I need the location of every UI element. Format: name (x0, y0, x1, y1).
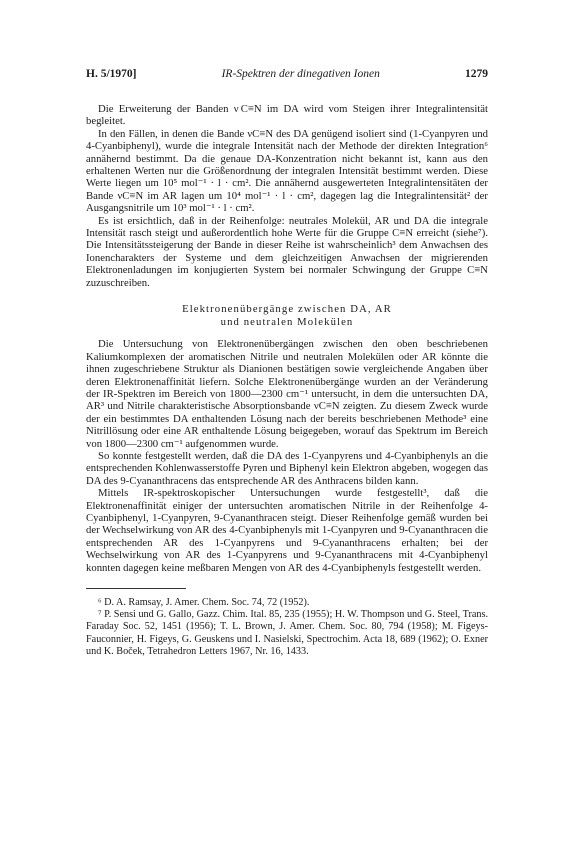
paragraph-4: Die Untersuchung von Elektronenübergängen zwischen den oben beschriebenen Kaliumkomplexen der aromatischen Nitrile und neutralen Molekülen oder AR könnte die ihnen zugeschriebene Struktur als Dianionen bestätigen sowie vergleichende Angaben über deren Elektronenaffinität liefern. Solche Elektronenübergänge wurden an der Veränderung der IR-Spektren im Bereich von 1800—2300 cm⁻¹ untersucht, in dem die untersuchten DA, AR³ und Nitrile charakteristische Absorptionsbande νC≡N zeigten. Zu diesem Zweck wurde der ein bestimmtes DA enthaltenden Lösung nach der bereits beschriebenen Methode³ eine Nitrillösung oder eine AR enthaltende Lösung beigegeben, worauf das Spektrum im Bereich von 1800—2300 cm⁻¹ aufgenommen wurde. (86, 338, 488, 450)
footnote-6: ⁶ D. A. Ramsay, J. Amer. Chem. Soc. 74, 72 (1952). (98, 597, 310, 608)
running-title: IR-Spektren der dinegativen Ionen (221, 68, 380, 80)
paragraph-2: In den Fällen, in denen die Bande νC≡N des DA genügend isoliert sind (1-Cyanpyren und 4-Cyanbiphenyl), wurde die integrale Intensität nach der Methode der direkten Integration⁶ annähernd bestimmt. Da die genaue DA-Konzentration nicht bekannt ist, kann aus den erhaltenen Werten nur die Größenordnung der integralen Intensität bestimmt werden. Diese Werte liegen um 10⁵ mol⁻¹ · l · cm². Die annähernd ausgewerteten Integralintensitäten der Bande νC≡N im AR lagen um 10⁴ mol⁻¹ · l · cm², dagegen lag die Integralintensität² der Ausgangsnitrile um 10³ mol⁻¹ · l · cm². (86, 127, 488, 215)
section-heading (86, 303, 488, 328)
footnotes (86, 597, 488, 658)
journal-issue: H. 5/1970] (86, 68, 137, 80)
paragraph-3: Es ist ersichtlich, daß in der Reihenfolge: neutrales Molekül, AR und DA die integrale Intensität rasch steigt und außerordentlich hohe Werte für die Gruppe C≡N erreicht (siehe⁷). Die Intensitätssteigerung der Bande in dieser Reihe ist wahrscheinlich³ dem Anwachsen des Ionencharakters der Systeme und dem gleichzeitigen Anwachsen der migrierenden Elektronenladungen im konjugierten System bei normaler Schwingung der Gruppe C≡N zuzuschreiben. (86, 214, 488, 289)
paragraph-1: Die Erweiterung der Banden ν C≡N im DA wird vom Steigen ihrer Integralintensität begleitet. (86, 103, 488, 128)
footnote-divider (86, 588, 186, 589)
section-heading-line-1: Elektronenübergänge zwischen DA, AR (182, 303, 392, 316)
section-heading-line-2: und neutralen Molekülen (220, 315, 354, 328)
footnote-7: ⁷ P. Sensi und G. Gallo, Gazz. Chim. Ital. 85, 235 (1955); H. W. Thompson und G. Steel, Trans. Faraday Soc. 52, 1451 (1956); T. L. Brown, J. Amer. Chem. Soc. 80, 794 (1958); M. Figeys-Fauconnier, H. Figeys, G. Geuskens und I. Nasielski, Spectrochim. Acta 18, 689 (1962); O. Exner und K. Boček, Tetrahedron Letters 1967, Nr. 16, 1433. (86, 609, 488, 657)
running-header (86, 68, 488, 80)
paragraph-5: So konnte festgestellt werden, daß die DA des 1-Cyanpyrens und 4-Cyanbiphenyls an die entsprechenden Kohlenwasserstoffe Pyren und Biphenyl kein Elektron abgeben, wogegen das DA des 9-Cyananthracens das entsprechende AR des Anthracens bilden kann. (86, 449, 488, 487)
paragraph-6: Mittels IR-spektroskopischer Untersuchungen wurde festgestellt³, daß die Elektronenaffinität einiger der untersuchten aromatischen Nitrile in der Reihenfolge 4-Cyanbiphenyl, 1-Cyanpyren, 9-Cyananthracen steigt. Dieser Reihenfolge gemäß wurden bei der Wechselwirkung von AR des 4-Cyanbiphenyls mit 1-Cyanpyren und 9-Cyananthracen die entsprechenden AR des 1-Cyanpyrens und 9-Cyananthracens erhalten; bei der Wechselwirkung von AR des 1-Cyanpyrens und 9-Cyananthracens mit 4-Cyanbiphenyl konnten dagegen keine meßbaren Mengen von AR des 4-Cyanbiphenyls festgestellt werden. (86, 487, 488, 574)
page-number: 1279 (464, 68, 488, 80)
article-body (86, 103, 488, 658)
